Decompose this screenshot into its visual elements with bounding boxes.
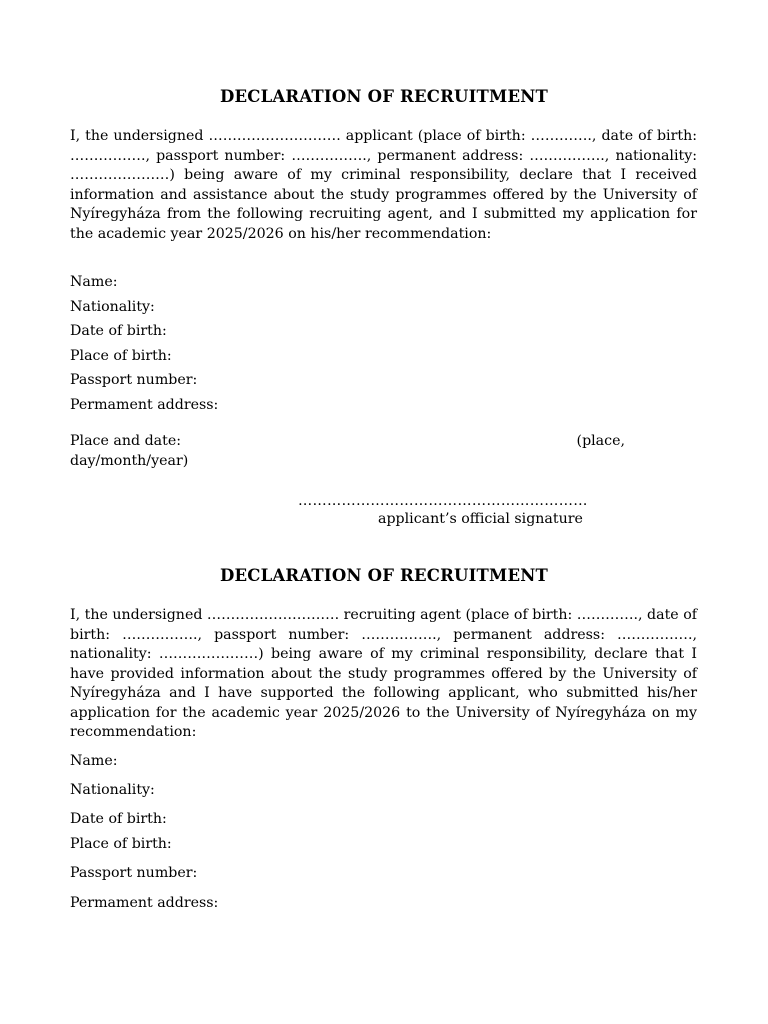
signature-line: ……………………………………………………: [298, 493, 588, 509]
place-and-date-block: [70, 432, 625, 471]
declaration-1-permanent-address-label: Permament address:: [70, 397, 219, 413]
signature-label: applicant’s official signature: [378, 511, 583, 527]
declaration-2-place-of-birth-label: Place of birth:: [70, 836, 172, 852]
place-and-date-label: Place and date:: [70, 433, 181, 449]
declaration-1-place-of-birth-label: Place of birth:: [70, 348, 172, 364]
declaration-2-permanent-address-label: Permament address:: [70, 895, 219, 911]
declaration-2-title: DECLARATION OF RECRUITMENT: [220, 566, 548, 585]
declaration-1-passport-number-label: Passport number:: [70, 372, 198, 388]
declaration-2-date-of-birth-label: Date of birth:: [70, 811, 167, 827]
place-and-date-hint-continued: day/month/year): [70, 452, 189, 469]
place-and-date-hint: (place,: [576, 433, 625, 449]
declaration-1-nationality-label: Nationality:: [70, 299, 155, 315]
declaration-1-date-of-birth-label: Date of birth:: [70, 323, 167, 339]
declaration-2-paragraph: I, the undersigned ………………………. recruiting agent (place of birth: …………., date of birth: ……………., passport number: ……………., permanent address: ……………., nationality: …………………) being aware of my criminal responsibility, declare that I have provided information about the study programmes offered by the University of Nyíregyháza and I have supported the following applicant, who submitted his/her application for the academic year 2025/2026 to the University of Nyíregyháza on my recommendation:: [70, 607, 697, 740]
declaration-2-passport-number-label: Passport number:: [70, 865, 198, 881]
declaration-2-nationality-label: Nationality:: [70, 782, 155, 798]
declaration-1-name-label: Name:: [70, 274, 118, 290]
declaration-1-title: DECLARATION OF RECRUITMENT: [220, 87, 548, 106]
declaration-1-paragraph: I, the undersigned ………………………. applicant (place of birth: …………., date of birth: ……………., passport number: ……………., permanent address: ……………., nationality: …………………) being aware of my criminal responsibility, declare that I received information and assistance about the study programmes offered by the University of Nyíregyháza from the following recruiting agent, and I submitted my application for the academic year 2025/2026 on his/her recommendation:: [70, 128, 697, 242]
declaration-2-name-label: Name:: [70, 753, 118, 769]
